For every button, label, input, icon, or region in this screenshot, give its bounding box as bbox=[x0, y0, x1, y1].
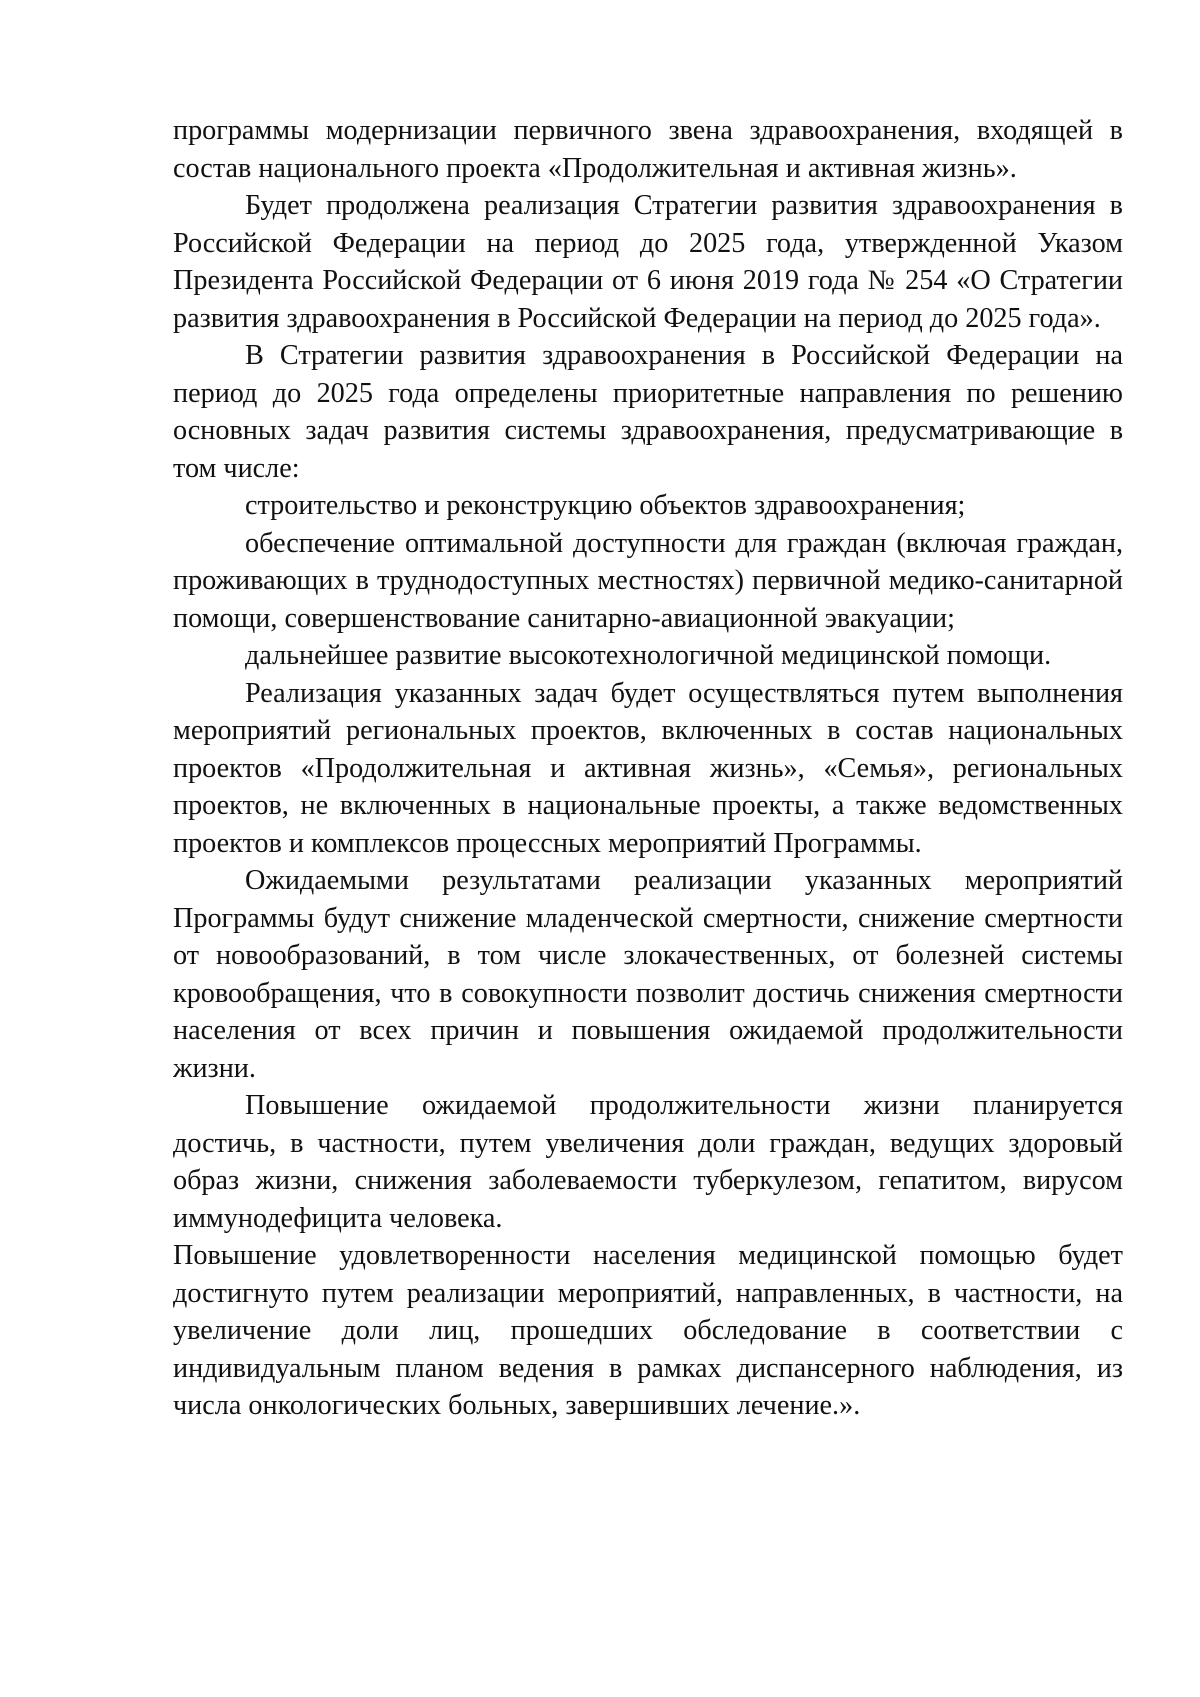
paragraph-modernization-program: программы модернизации первичного звена здравоохранения, входящей в состав национального проекта «Продолжительная и активная жизнь». bbox=[173, 115, 1123, 184]
paragraph-satisfaction: Повышение удовлетворенности населения медицинской помощью будет достигнуто путем реализации мероприятий, направленных, в частности, на увеличение доли лиц, прошедших обследование в соответствии с индивидуальным планом ведения в рамках диспансерного наблюдения, из числа онкологических больных, завершивших лечение.». bbox=[173, 1240, 1123, 1421]
list-item-construction: строительство и реконструкцию объектов здравоохранения; bbox=[245, 490, 966, 521]
paragraph-implementation: Реализация указанных задач будет осуществляться путем выполнения мероприятий региональных проектов, включенных в состав национальных проектов «Продолжительная и активная жизнь», «Семья», региональных проектов, не включенных в национальные проекты, а также ведомственных проектов и комплексов процессных мероприятий Программы. bbox=[173, 677, 1123, 859]
list-item-accessibility: обеспечение оптимальной доступности для граждан (включая граждан, проживающих в труднодоступных местностях) первичной медико-санитарной помощи, совершенствование санитарно-авиационной эвакуации; bbox=[173, 527, 1123, 634]
list-item-high-tech-care: дальнейшее развитие высокотехнологичной медицинской помощи. bbox=[245, 640, 1052, 671]
paragraph-strategy-continuation: Будет продолжена реализация Стратегии развития здравоохранения в Российской Федерации на период до 2025 года, утвержденной Указом Президента Российской Федерации от 6 июня 2019 года № 254 «О Стратегии развития здравоохранения в Российской Федерации на период до 2025 года». bbox=[173, 190, 1123, 334]
paragraph-strategy-priorities: В Стратегии развития здравоохранения в Российской Федерации на период до 2025 года определены приоритетные направления по решению основных задач развития системы здравоохранения, предусматривающие в том числе: bbox=[173, 340, 1123, 484]
paragraph-life-expectancy: Повышение ожидаемой продолжительности жизни планируется достичь, в частности, путем увеличения доли граждан, ведущих здоровый образ жизни, снижения заболеваемости туберкулезом, гепатитом, вирусом иммунодефицита человека. bbox=[173, 1090, 1123, 1234]
document-page bbox=[173, 112, 1123, 1425]
paragraph-expected-results: Ожидаемыми результатами реализации указанных мероприятий Программы будут снижение младенческой смертности, снижение смертности от новообразований, в том числе злокачественных, от болезней системы кровообращения, что в совокупности позволит достичь снижения смертности населения от всех причин и повышения ожидаемой продолжительности жизни. bbox=[173, 865, 1123, 1084]
